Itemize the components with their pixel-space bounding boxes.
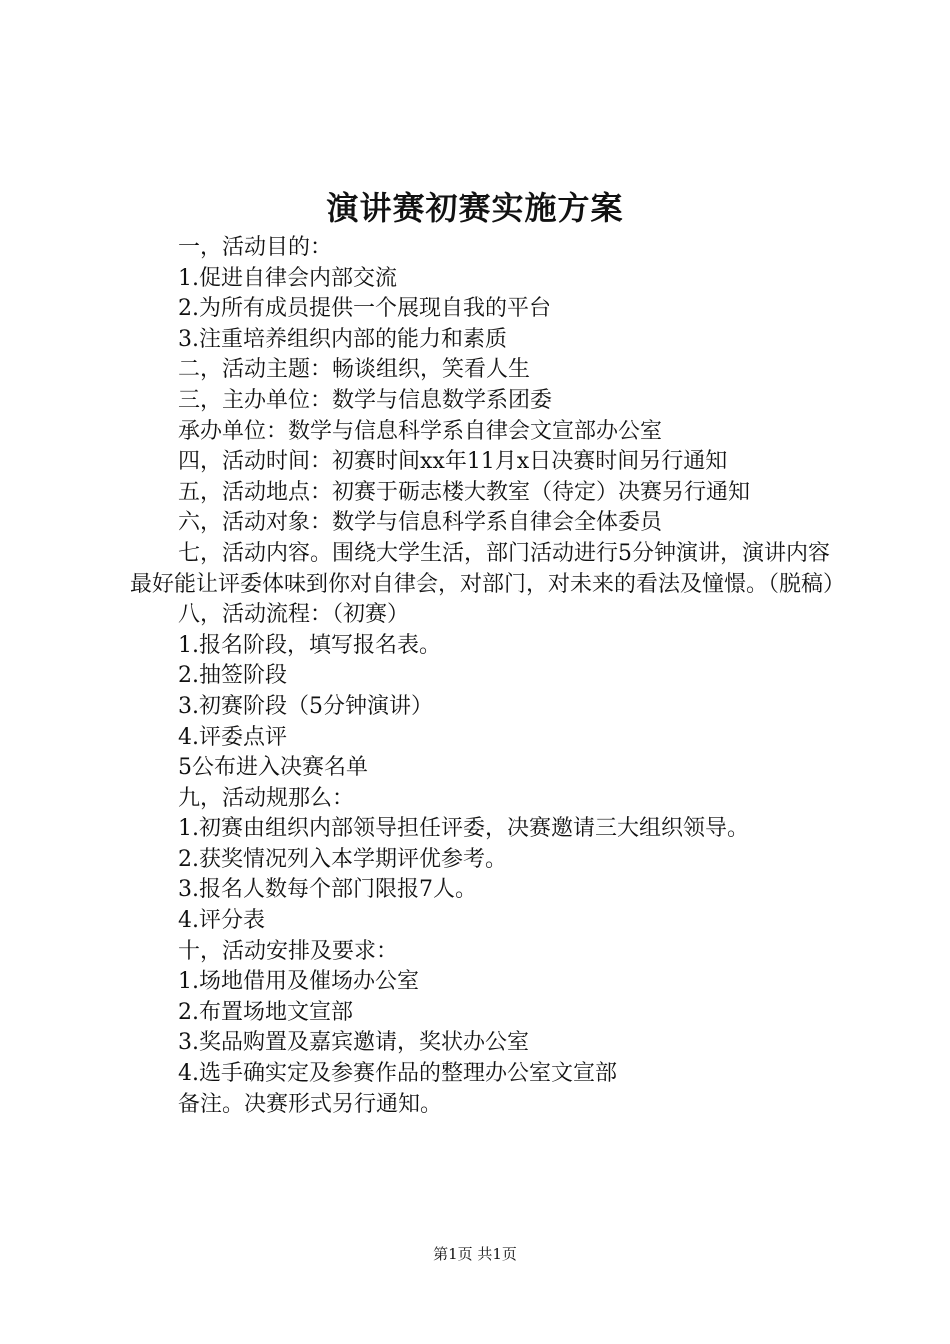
paragraph: 1.促进自律会内部交流 <box>178 265 397 291</box>
paragraph: 2.为所有成员提供一个展现自我的平台 <box>178 296 551 322</box>
paragraph: 八，活动流程：（初赛） <box>178 602 410 628</box>
paragraph: 2.抽签阶段 <box>178 663 287 689</box>
paragraph: 十，活动安排及要求： <box>178 938 399 964</box>
paragraph: 七，活动内容。围绕大学生活，部门活动进行5分钟演讲，演讲内容最好能让评委体味到你对自律会，对部门，对未来的看法及憧憬。（脱稿） <box>130 540 846 597</box>
paragraph: 1.报名阶段，填写报名表。 <box>178 632 441 658</box>
paragraph: 备注。决赛形式另行通知。 <box>178 1091 443 1117</box>
document-body <box>130 233 850 1120</box>
paragraph: 1.初赛由组织内部领导担任评委，决赛邀请三大组织领导。 <box>178 816 749 842</box>
paragraph: 三，主办单位：数学与信息数学系团委 <box>178 387 553 413</box>
paragraph: 3.奖品购置及嘉宾邀请，奖状办公室 <box>178 1030 529 1056</box>
page-footer: 第1页 共1页 <box>433 1245 517 1263</box>
paragraph: 六，活动对象：数学与信息科学系自律会全体委员 <box>178 510 663 536</box>
paragraph: 3.报名人数每个部门限报7人。 <box>178 877 477 903</box>
paragraph: 4.评委点评 <box>178 724 287 750</box>
paragraph: 1.场地借用及催场办公室 <box>178 969 419 995</box>
paragraph: 4.选手确实定及参赛作品的整理办公室文宣部 <box>178 1061 617 1087</box>
paragraph: 4.评分表 <box>178 908 265 934</box>
paragraph: 四，活动时间：初赛时间xx年11月x日决赛时间另行通知 <box>178 449 728 475</box>
paragraph: 2.布置场地文宣部 <box>178 999 353 1025</box>
paragraph: 二，活动主题：畅谈组织，笑看人生 <box>178 357 531 383</box>
paragraph: 一，活动目的： <box>178 235 333 260</box>
paragraph: 五，活动地点：初赛于砺志楼大教室（待定）决赛另行通知 <box>178 479 751 505</box>
document-title: 演讲赛初赛实施方案 <box>326 189 624 227</box>
paragraph: 2.获奖情况列入本学期评优参考。 <box>178 846 507 872</box>
paragraph: 承办单位：数学与信息科学系自律会文宣部办公室 <box>178 418 663 444</box>
paragraph: 3.注重培养组织内部的能力和素质 <box>178 326 507 352</box>
paragraph: 九，活动规那么： <box>178 785 355 811</box>
paragraph: 5公布进入决赛名单 <box>178 755 368 781</box>
paragraph: 3.初赛阶段（5分钟演讲） <box>178 693 433 719</box>
